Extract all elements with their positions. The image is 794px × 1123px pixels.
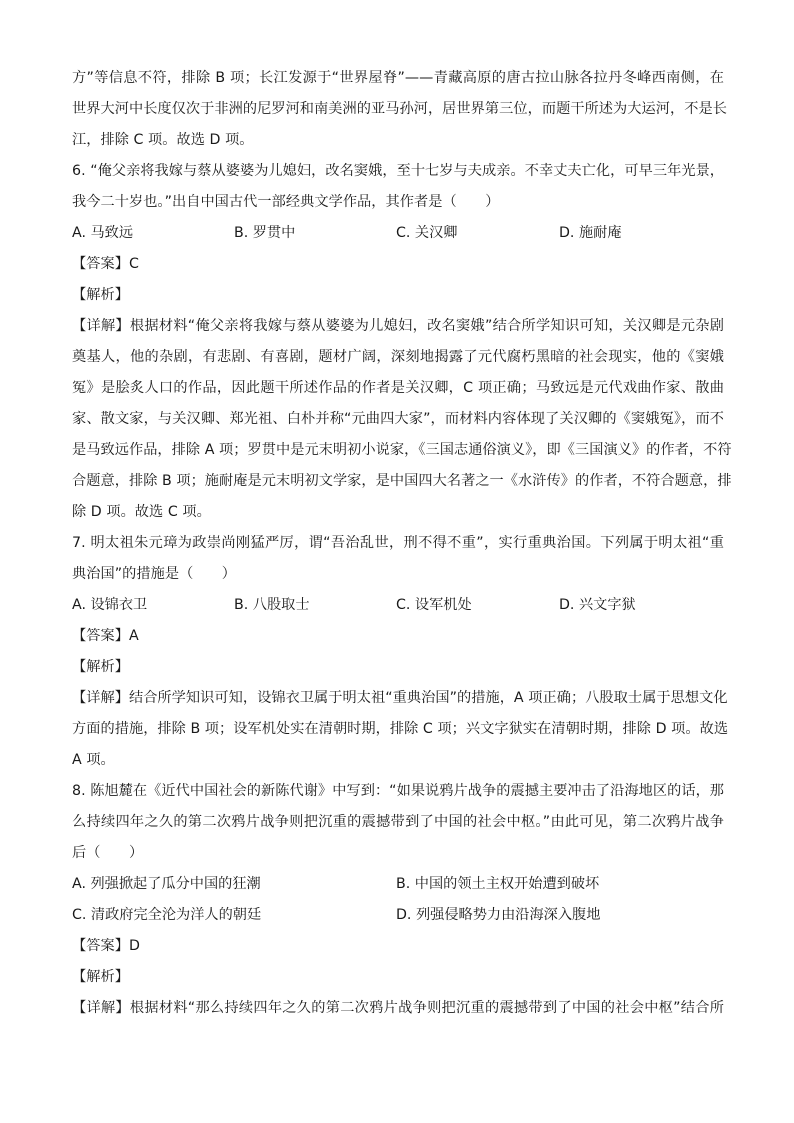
q6-detail-line-4: 家、散文家，与关汉卿、郑光祖、白朴并称“元曲四大家”，而材料内容体现了关汉卿的《窦娥冤》，而不	[72, 411, 724, 427]
q6-detail-line-2: 奠基人，他的杂剧，有悲剧、有喜剧，题材广阔，深刻地揭露了元代腐朽黑暗的社会现实，他的《窦娥	[72, 349, 724, 365]
q7-detail-line-3: A 项。	[72, 752, 115, 768]
q7-answer: 【答案】A	[72, 628, 139, 644]
q8-analysis-label: 【解析】	[72, 969, 129, 985]
q7-option-d: D. 兴文字狱	[559, 597, 636, 613]
q6-detail-line-7: 除 D 项。故选 C 项。	[72, 504, 211, 520]
q8-stem-line-2: 么持续四年之久的第二次鸦片战争则把沉重的震撼带到了中国的社会中枢。”由此可见，第二次鸦片战争	[72, 814, 724, 830]
q8-option-d: D. 列强侵略势力由沿海深入腹地	[396, 907, 601, 923]
q6-option-a: A. 马致远	[72, 225, 134, 241]
q6-stem-line-1: 6. “俺父亲将我嫁与蔡从婆婆为儿媳妇，改名窦娥，至十七岁与夫成亲。不幸丈夫亡化，可早三年光景，	[72, 163, 725, 179]
q7-stem-line-1: 7. 明太祖朱元璋为政崇尚刚猛严厉，谓“吾治乱世，刑不得不重”，实行重典治国。下列属于明太祖“重	[72, 535, 724, 551]
q8-detail-line-1: 【详解】根据材料“那么持续四年之久的第二次鸦片战争则把沉重的震撼带到了中国的社会中枢”结合所	[72, 1000, 724, 1016]
intro-line-1: 方”等信息不符，排除 B 项；长江发源于“世界屋脊”——青藏高原的唐古拉山脉各拉丹冬峰西南侧，在	[72, 70, 724, 86]
q8-option-b: B. 中国的领土主权开始遭到破坏	[396, 876, 600, 892]
q7-option-c: C. 设军机处	[396, 597, 472, 613]
q8-option-c: C. 清政府完全沦为洋人的朝廷	[72, 907, 262, 923]
intro-line-3: 江，排除 C 项。故选 D 项。	[72, 132, 254, 148]
q7-stem-line-2: 典治国”的措施是（ ）	[72, 566, 237, 582]
q6-option-b: B. 罗贯中	[234, 225, 296, 241]
q6-option-c: C. 关汉卿	[396, 225, 458, 241]
q6-analysis-label: 【解析】	[72, 287, 129, 303]
q6-answer: 【答案】C	[72, 256, 139, 272]
q6-detail-line-5: 是马致远作品，排除 A 项；罗贯中是元末明初小说家，《三国志通俗演义》，即《三国演义》的作者，不符	[72, 442, 732, 458]
q8-answer: 【答案】D	[72, 938, 140, 954]
q8-stem-line-1: 8. 陈旭麓在《近代中国社会的新陈代谢》中写到：“如果说鸦片战争的震撼主要冲击了沿海地区的话，那	[72, 783, 725, 799]
q7-detail-line-2: 方面的措施，排除 B 项；设军机处实在清朝时期，排除 C 项；兴文字狱实在清朝时期，排除 D 项。故选	[72, 721, 729, 737]
q6-option-d: D. 施耐庵	[559, 225, 622, 241]
q7-option-a: A. 设锦衣卫	[72, 597, 148, 613]
q8-stem-line-3: 后（ ）	[72, 845, 144, 861]
q6-stem-line-2: 我今二十岁也。”出自中国古代一部经典文学作品，其作者是（ ）	[72, 194, 500, 210]
q7-option-b: B. 八股取士	[234, 597, 310, 613]
q8-option-a: A. 列强掀起了瓜分中国的狂潮	[72, 876, 261, 892]
q6-detail-line-3: 冤》是脍炙人口的作品，因此题干所述作品的作者是关汉卿，C 项正确；马致远是元代戏曲作家、散曲	[72, 380, 724, 396]
intro-line-2: 世界大河中长度仅次于非洲的尼罗河和南美洲的亚马孙河，居世界第三位，而题干所述为大运河，不是长	[72, 101, 727, 117]
q7-detail-line-1: 【详解】结合所学知识可知，设锦衣卫属于明太祖“重典治国”的措施，A 项正确；八股取士属于思想文化	[72, 690, 728, 706]
q6-detail-line-1: 【详解】根据材料“俺父亲将我嫁与蔡从婆婆为儿媳妇，改名窦娥”结合所学知识可知，关汉卿是元杂剧	[72, 318, 724, 334]
q6-detail-line-6: 合题意，排除 B 项；施耐庵是元末明初文学家，是中国四大名著之一《水浒传》的作者，不符合题意，排	[72, 473, 732, 489]
q7-analysis-label: 【解析】	[72, 659, 129, 675]
